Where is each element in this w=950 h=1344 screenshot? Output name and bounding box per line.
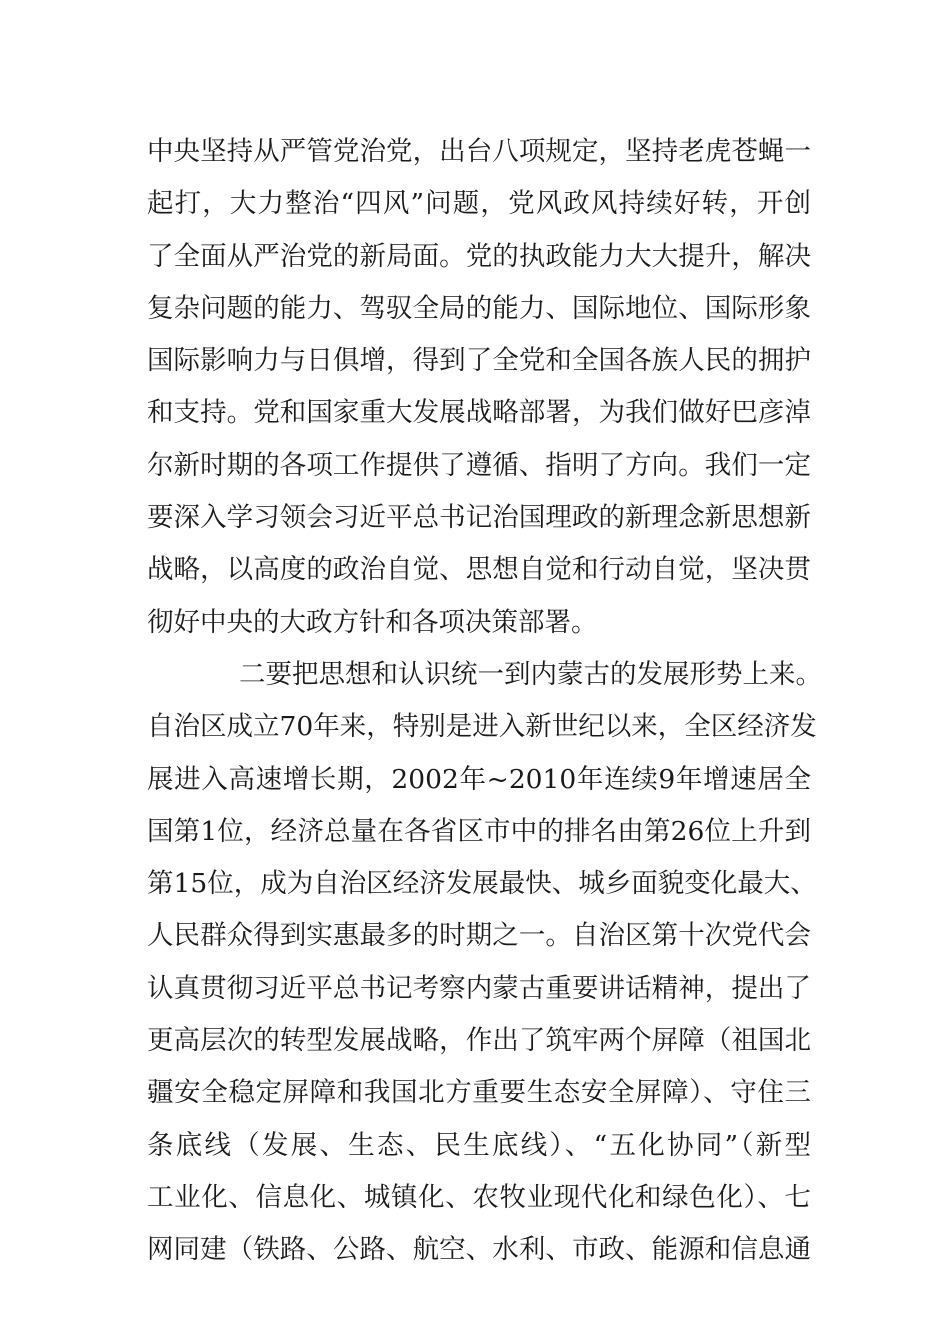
- text-line: 工业化、信息化、城镇化、农牧业现代化和绿色化）、七: [147, 1181, 811, 1213]
- paragraph-heading-line: 二要把思想和认识统一到内蒙古的发展形势上来。: [239, 658, 822, 690]
- text-line: 彻好中央的大政方针和各项决策部署。: [147, 606, 598, 638]
- text-line: 认真贯彻习近平总书记考察内蒙古重要讲话精神，提出了: [147, 972, 811, 1004]
- text-line: 国第1位，经济总量在各省区市中的排名由第26位上升到: [147, 815, 811, 847]
- text-line: 复杂问题的能力、驾驭全局的能力、国际地位、国际形象: [147, 292, 811, 324]
- body-text: [147, 126, 822, 1277]
- text-line: 了全面从严治党的新局面。党的执政能力大大提升，解决: [147, 240, 811, 272]
- text-line: 条底线（发展、生态、民生底线）、“五化协同”（新型: [147, 1129, 811, 1161]
- text-line: 人民群众得到实惠最多的时期之一。自治区第十次党代会: [147, 920, 811, 952]
- text-line: 更高层次的转型发展战略，作出了筑牢两个屏障（祖国北: [147, 1025, 811, 1057]
- text-line: 国际影响力与日俱增，得到了全党和全国各族人民的拥护: [147, 345, 811, 377]
- text-line: 和支持。党和国家重大发展战略部署，为我们做好巴彦淖: [147, 397, 811, 429]
- text-line: 展进入高速增长期，2002年~2010年连续9年增速居全: [147, 763, 811, 795]
- text-line: 疆安全稳定屏障和我国北方重要生态安全屏障）、守住三: [147, 1077, 811, 1109]
- text-line: 起打，大力整治“四风”问题，党风政风持续好转，开创: [147, 188, 811, 220]
- text-line: 第15位，成为自治区经济发展最快、城乡面貌变化最大、: [147, 868, 817, 900]
- text-line: 中央坚持从严管党治党，出台八项规定，坚持老虎苍蝇一: [147, 136, 811, 167]
- paragraph-2: [147, 649, 822, 1277]
- text-line: 战略，以高度的政治自觉、思想自觉和行动自觉，坚决贯: [147, 554, 811, 586]
- text-line: 尔新时期的各项工作提供了遵循、指明了方向。我们一定: [147, 449, 811, 481]
- text-line: 自治区成立70年来，特别是进入新世纪以来，全区经济发: [147, 711, 817, 743]
- paragraph-1: [147, 126, 811, 649]
- text-line: 网同建（铁路、公路、航空、水利、市政、能源和信息通: [147, 1234, 811, 1266]
- text-line: 要深入学习领会习近平总书记治国理政的新理念新思想新: [147, 502, 811, 534]
